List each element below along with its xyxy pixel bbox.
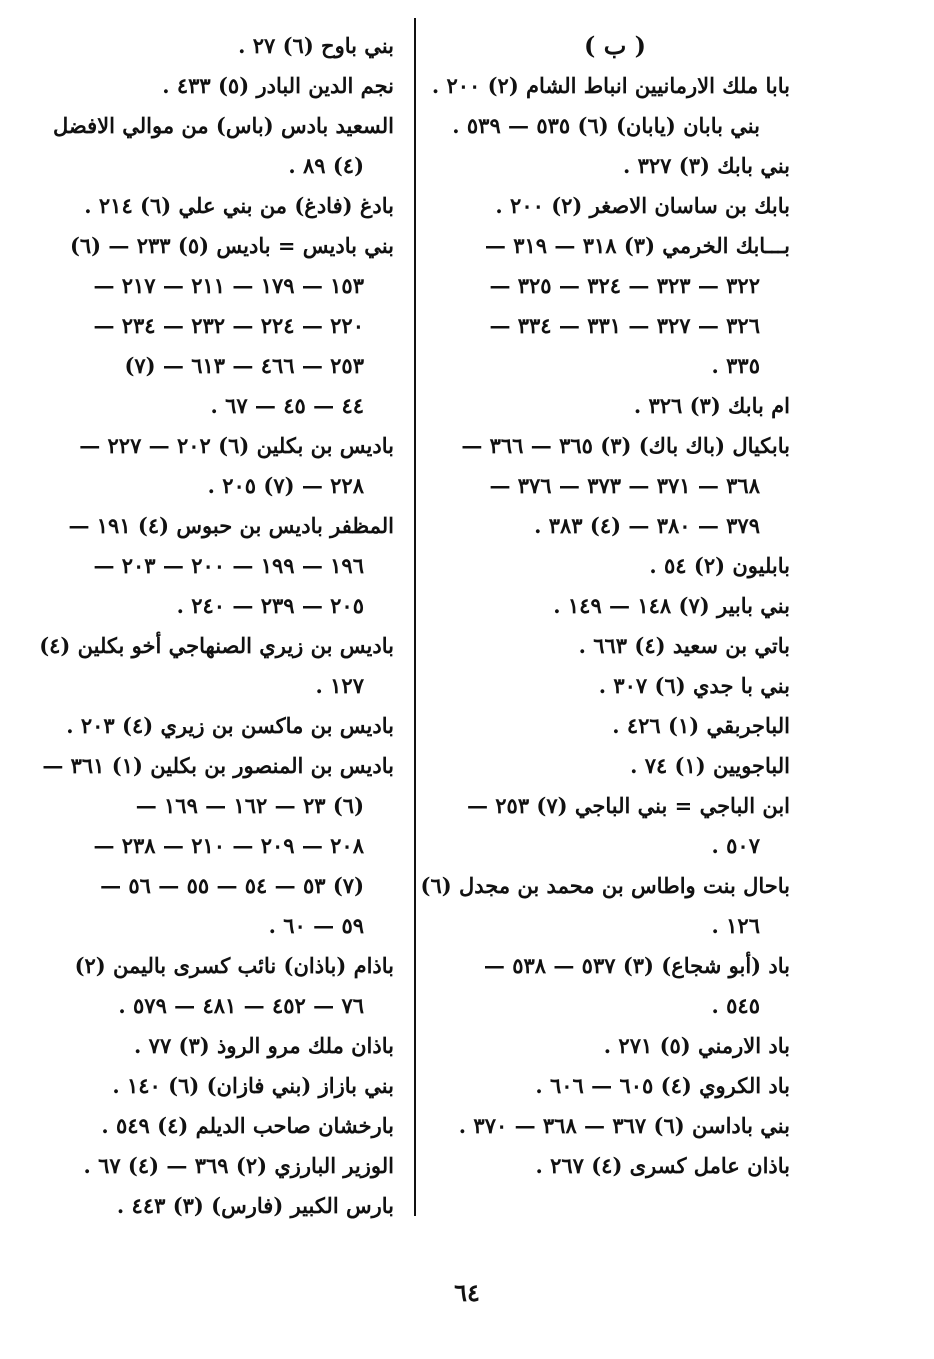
index-entry: ٢٠٥ — ٢٣٩ — ٢٤٠ . <box>176 593 364 618</box>
index-entry: ابن الباجي = بني الباجي (٧) ٢٥٣ — <box>466 793 790 818</box>
index-entry: السعيد بادس (باس) من موالي الافضل <box>52 113 394 138</box>
index-entry: ٢٢٠ — ٢٢٤ — ٢٣٢ — ٢٣٤ — <box>93 313 364 338</box>
index-entry: ٢٥٣ — ٤٦٦ — ٦١٣ — (٧) <box>124 353 364 378</box>
index-entry: باد (أبو شجاع) (٣) ٥٣٧ — ٥٣٨ — <box>483 953 790 978</box>
index-entry: باتي بن سعيد (٤) ٦٦٣ . <box>578 633 790 658</box>
index-entry: بادغ (فادغ) من بني علي (٦) ٢١٤ . <box>84 193 394 218</box>
index-entry: بابكيال (باك باك) (٣) ٣٦٥ — ٣٦٦ — <box>461 433 790 458</box>
index-entry: بني بابير (٧) ١٤٨ — ١٤٩ . <box>553 593 790 618</box>
index-entry: (٤) ٨٩ . <box>288 153 364 178</box>
index-entry: باديس بن ماكسن بن زيري (٤) ٢٠٣ . <box>66 713 394 738</box>
index-entry: باذام (باذان) نائب كسرى باليمن (٢) <box>74 953 394 978</box>
index-entry: ٢٠٨ — ٢٠٩ — ٢١٠ — ٢٣٨ — <box>93 833 364 858</box>
index-entry: المظفر باديس بن حبوس (٤) ١٩١ — <box>68 513 394 538</box>
index-entry: ٣٣٥ . <box>711 353 760 378</box>
index-entry: الباجويين (١) ٧٤ . <box>630 753 790 778</box>
index-entry: بابليون (٢) ٥٤ . <box>649 553 790 578</box>
index-entry: ١٢٧ . <box>315 673 364 698</box>
letter-heading: ( ب ) <box>583 31 646 60</box>
index-entry: ٥٩ — ٦٠ . <box>268 913 364 938</box>
index-entry: ٧٦ — ٤٥٢ — ٤٨١ — ٥٧٩ . <box>118 993 364 1018</box>
index-entry: باديس بن بكلين (٦) ٢٠٢ — ٢٢٧ — <box>79 433 394 458</box>
index-entry: ١٩٦ — ١٩٩ — ٢٠٠ — ٢٠٣ — <box>93 553 364 578</box>
index-entry: ٣٦٨ — ٣٧١ — ٣٧٣ — ٣٧٦ — <box>489 473 760 498</box>
index-entry: (٧) ٥٣ — ٥٤ — ٥٥ — ٥٦ — <box>100 873 364 898</box>
index-entry: ٢٢٨ — (٧) ٢٠٥ . <box>207 473 364 498</box>
index-entry: باحال بنت واطاس بن محمد بن مجدل (٦) <box>420 873 790 898</box>
index-entry: باد الارمني (٥) ٢٧١ . <box>603 1033 790 1058</box>
index-entry: بني باداسن (٦) ٣٦٧ — ٣٦٨ — ٣٧٠ . <box>458 1113 790 1138</box>
index-entry: بني بابان (يابان) (٦) ٥٣٥ — ٥٣٩ . <box>452 113 760 138</box>
index-entry: نجم الدين البادر (٥) ٤٣٣ . <box>162 73 394 98</box>
index-entry: بني باوح (٦) ٢٧ . <box>238 33 394 58</box>
left-column <box>39 26 394 1226</box>
page-number: ٦٤ <box>454 1278 480 1307</box>
index-entry: باديس بن المنصور بن بكلين (١) ٣٦١ — <box>42 753 394 778</box>
index-entry: ١٢٦ . <box>711 913 760 938</box>
index-entry: بني باديس = باديس (٥) ٢٣٣ — (٦) <box>69 233 394 258</box>
index-entry: بارخشان صاحب الديلم (٤) ٥٤٩ . <box>101 1113 394 1138</box>
index-entry: بـــابك الخرمي (٣) ٣١٨ — ٣١٩ — <box>484 233 790 258</box>
index-entry: الباجربقي (١) ٤٢٦ . <box>612 713 790 738</box>
right-column <box>420 26 790 1186</box>
index-entry: باذان عامل كسرى (٤) ٢٦٧ . <box>535 1153 790 1178</box>
index-entry: باديس بن زيري الصنهاجي أخو بكلين (٤) <box>39 633 394 658</box>
index-entry: بني بازاز (بني فازان) (٦) ١٤٠ . <box>112 1073 394 1098</box>
index-entry: باد الكروي (٤) ٦٠٥ — ٦٠٦ . <box>535 1073 790 1098</box>
index-entry: الوزير البارزي (٢) ٣٦٩ — (٤) ٦٧ . <box>83 1153 394 1178</box>
index-entry: ٣٢٦ — ٣٢٧ — ٣٣١ — ٣٣٤ — <box>489 313 760 338</box>
index-entry: ٥٤٥ . <box>711 993 760 1018</box>
index-entry: ام بابك (٣) ٣٢٦ . <box>633 393 790 418</box>
index-entry: بابك بن ساسان الاصغر (٢) ٢٠٠ . <box>495 193 790 218</box>
index-entry: ٣٢٢ — ٣٢٣ — ٣٢٤ — ٣٢٥ — <box>489 273 760 298</box>
index-entry: ٣٧٩ — ٣٨٠ — (٤) ٣٨٣ . <box>534 513 760 538</box>
index-entry: بابا ملك الارمانيين انباط الشام (٢) ٢٠٠ . <box>431 73 790 98</box>
index-entry: باذان ملك مرو الروذ (٣) ٧٧ . <box>134 1033 394 1058</box>
index-entry: ٤٤ — ٤٥ — ٦٧ . <box>210 393 364 418</box>
index-entry: (٦) ٢٣ — ١٦٢ — ١٦٩ — <box>135 793 364 818</box>
index-entry: بني بابك (٣) ٣٢٧ . <box>622 153 790 178</box>
index-entry: بني با جدي (٦) ٣٠٧ . <box>598 673 790 698</box>
index-entry: ١٥٣ — ١٧٩ — ٢١١ — ٢١٧ — <box>93 273 364 298</box>
index-entry: بارس الكبير (فارس) (٣) ٤٤٣ . <box>116 1193 394 1218</box>
index-entry: ٥٠٧ . <box>711 833 760 858</box>
column-divider <box>414 18 416 1216</box>
